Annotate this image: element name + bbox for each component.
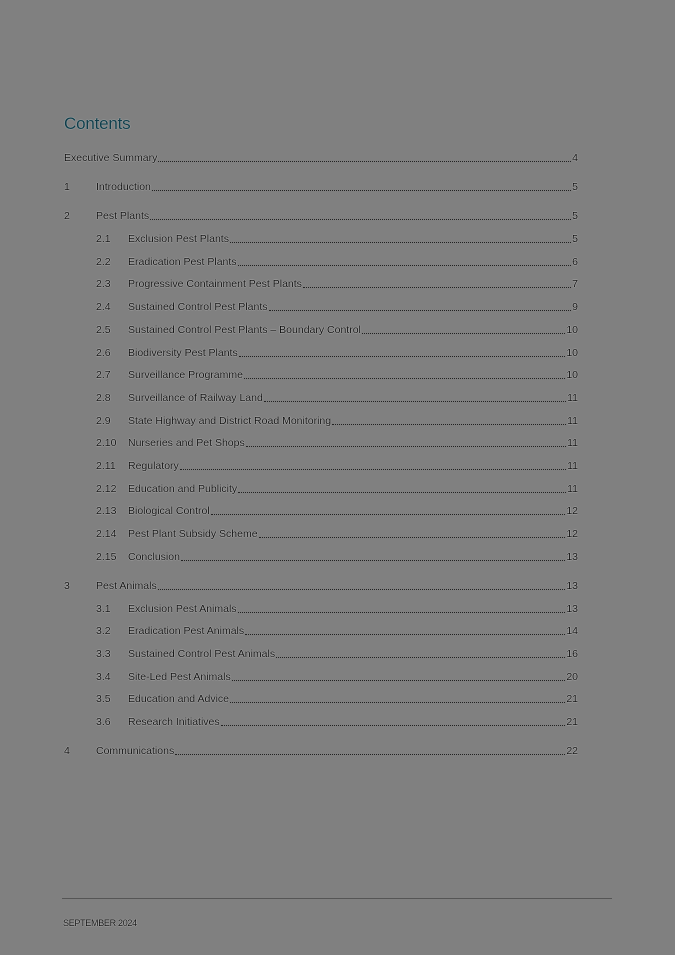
toc-entry-page-number: 11 — [567, 437, 578, 449]
toc-entry-number: 2.12 — [96, 483, 117, 495]
toc-entry-number: 3.4 — [96, 671, 111, 683]
toc-entry-label[interactable]: Eradication Pest Plants — [128, 256, 237, 268]
toc-entry-page-number: 5 — [572, 181, 578, 193]
toc-entry-label[interactable]: Communications — [96, 745, 175, 757]
toc-entry-page-number: 12 — [566, 528, 578, 540]
toc-entry-number: 3.3 — [96, 648, 111, 660]
toc-entry[interactable] — [64, 207, 578, 223]
dot-leader — [303, 286, 571, 288]
toc-entry-label[interactable]: Nurseries and Pet Shops — [128, 437, 245, 449]
toc-entry-page-number: 5 — [572, 210, 578, 222]
toc-entry-number: 2.15 — [96, 551, 117, 563]
toc-entry[interactable] — [96, 389, 578, 405]
toc-entry[interactable] — [96, 230, 578, 246]
toc-entry[interactable] — [96, 668, 578, 684]
toc-entry[interactable] — [64, 742, 578, 758]
toc-entry-label[interactable]: Sustained Control Pest Plants — [128, 301, 268, 313]
toc-entry-number: 2.11 — [96, 460, 116, 472]
dot-leader — [152, 189, 571, 191]
toc-entry[interactable] — [96, 298, 578, 314]
toc-entry-number: 2.13 — [96, 505, 117, 517]
toc-entry[interactable] — [96, 344, 578, 360]
toc-entry-page-number: 7 — [572, 278, 578, 290]
dot-leader — [221, 724, 566, 726]
toc-entry-label[interactable]: Pest Plant Subsidy Scheme — [128, 528, 258, 540]
dot-leader — [238, 611, 566, 613]
toc-entry-page-number: 11 — [567, 392, 578, 404]
toc-entry-page-number: 20 — [566, 671, 578, 683]
dot-leader — [238, 491, 566, 493]
toc-entry-page-number: 11 — [567, 415, 578, 427]
toc-entry-page-number: 13 — [566, 551, 578, 563]
dot-leader — [264, 400, 566, 402]
dot-leader — [180, 468, 566, 470]
toc-entry-number: 2.6 — [96, 347, 111, 359]
toc-entry-page-number: 12 — [566, 505, 578, 517]
dot-leader — [232, 679, 566, 681]
toc-entry-number: 3.1 — [96, 603, 111, 615]
toc-entry-label[interactable]: Eradication Pest Animals — [128, 625, 245, 637]
toc-entry[interactable] — [64, 149, 578, 165]
toc-entry-number: 2.8 — [96, 392, 111, 404]
toc-entry[interactable] — [96, 253, 578, 269]
toc-entry-label[interactable]: Conclusion — [128, 551, 180, 563]
toc-entry[interactable] — [96, 600, 578, 616]
toc-entry-number: 2.5 — [96, 324, 111, 336]
toc-entry-label[interactable]: Education and Advice — [128, 693, 229, 705]
toc-entry-number: 3.6 — [96, 716, 111, 728]
footer-date: SEPTEMBER 2024 — [63, 918, 137, 928]
toc-entry-label[interactable]: Sustained Control Pest Animals — [128, 648, 276, 660]
toc-entry[interactable] — [96, 622, 578, 638]
toc-entry-label[interactable]: Surveillance Programme — [128, 369, 243, 381]
toc-entry-number: 2.3 — [96, 278, 111, 290]
toc-entry-number: 2.2 — [96, 256, 111, 268]
toc-entry-label[interactable]: Education and Publicity — [128, 483, 238, 495]
toc-entry-label[interactable]: Pest Animals — [96, 580, 157, 592]
toc-entry-label[interactable]: Biological Control — [128, 505, 210, 517]
footer-divider — [62, 898, 612, 899]
toc-entry-page-number: 4 — [572, 152, 578, 164]
toc-entry[interactable] — [96, 366, 578, 382]
dot-leader — [332, 423, 566, 425]
toc-entry-number: 3.2 — [96, 625, 111, 637]
toc-entry-number: 4 — [64, 745, 70, 757]
toc-entry-label[interactable]: Introduction — [96, 181, 151, 193]
toc-entry-label[interactable]: Biodiversity Pest Plants — [128, 347, 238, 359]
toc-entry-page-number: 14 — [566, 625, 578, 637]
dot-leader — [230, 241, 571, 243]
toc-entry[interactable] — [96, 645, 578, 661]
toc-entry[interactable] — [64, 577, 578, 593]
toc-entry[interactable] — [96, 525, 578, 541]
toc-entry-page-number: 21 — [566, 693, 578, 705]
toc-entry[interactable] — [64, 178, 578, 194]
toc-entry-number: 2.4 — [96, 301, 111, 313]
toc-entry[interactable] — [96, 502, 578, 518]
page-title: Contents — [64, 114, 131, 133]
toc-entry[interactable] — [96, 713, 578, 729]
toc-entry-number: 2.10 — [96, 437, 117, 449]
dot-leader — [362, 332, 565, 334]
toc-entry-page-number: 10 — [566, 347, 578, 359]
toc-entry[interactable] — [96, 434, 578, 450]
dot-leader — [150, 218, 571, 220]
toc-entry-label[interactable]: Regulatory — [128, 460, 179, 472]
toc-entry-page-number: 13 — [566, 603, 578, 615]
toc-entry-label[interactable]: Pest Plants — [96, 210, 150, 222]
toc-entry-label[interactable]: Site-Led Pest Animals — [128, 671, 231, 683]
toc-entry-label[interactable]: Exclusion Pest Animals — [128, 603, 237, 615]
toc-entry-page-number: 13 — [566, 580, 578, 592]
toc-entry-page-number: 21 — [566, 716, 578, 728]
toc-entry-number: 3 — [64, 580, 70, 592]
toc-entry[interactable] — [96, 690, 578, 706]
toc-entry[interactable] — [96, 412, 578, 428]
dot-leader — [259, 536, 566, 538]
dot-leader — [158, 160, 571, 162]
toc-entry[interactable] — [96, 275, 578, 291]
toc-entry-number: 2.7 — [96, 369, 111, 381]
toc-entry-page-number: 6 — [572, 256, 578, 268]
toc-entry[interactable] — [96, 457, 578, 473]
toc-entry-number: 1 — [64, 181, 70, 193]
toc-entry-label[interactable]: Research Initiatives — [128, 716, 220, 728]
toc-entry[interactable] — [96, 548, 578, 564]
dot-leader — [244, 377, 565, 379]
dot-leader — [246, 445, 566, 447]
toc-entry[interactable] — [96, 321, 578, 337]
toc-entry-label[interactable]: State Highway and District Road Monitoring — [128, 415, 332, 427]
toc-entry-label[interactable]: Sustained Control Pest Plants – Boundary Control — [128, 324, 361, 336]
dot-leader — [245, 633, 565, 635]
toc-entry[interactable] — [96, 480, 578, 496]
dot-leader — [211, 513, 566, 515]
toc-entry-label[interactable]: Progressive Containment Pest Plants — [128, 278, 302, 290]
toc-entry-page-number: 16 — [566, 648, 578, 660]
dot-leader — [269, 309, 572, 311]
toc-entry-page-number: 10 — [566, 369, 578, 381]
dot-leader — [276, 656, 565, 658]
dot-leader — [238, 264, 572, 266]
toc-entry-number: 3.5 — [96, 693, 111, 705]
toc-entry-label[interactable]: Executive Summary — [64, 152, 158, 164]
toc-entry-label[interactable]: Surveillance of Railway Land — [128, 392, 263, 404]
toc-entry-page-number: 11 — [567, 460, 578, 472]
toc-entry-number: 2.1 — [96, 233, 111, 245]
toc-entry-page-number: 9 — [572, 301, 578, 313]
dot-leader — [158, 588, 566, 590]
toc-entry-label[interactable]: Exclusion Pest Plants — [128, 233, 229, 245]
dot-leader — [181, 559, 565, 561]
toc-entry-number: 2 — [64, 210, 70, 222]
toc-entry-page-number: 5 — [572, 233, 578, 245]
dot-leader — [239, 355, 566, 357]
toc-entry-page-number: 22 — [566, 745, 578, 757]
toc-entry-page-number: 10 — [566, 324, 578, 336]
toc-entry-page-number: 11 — [567, 483, 578, 495]
dot-leader — [230, 701, 565, 703]
toc-entry-number: 2.9 — [96, 415, 111, 427]
dot-leader — [175, 753, 565, 755]
toc-entry-number: 2.14 — [96, 528, 117, 540]
